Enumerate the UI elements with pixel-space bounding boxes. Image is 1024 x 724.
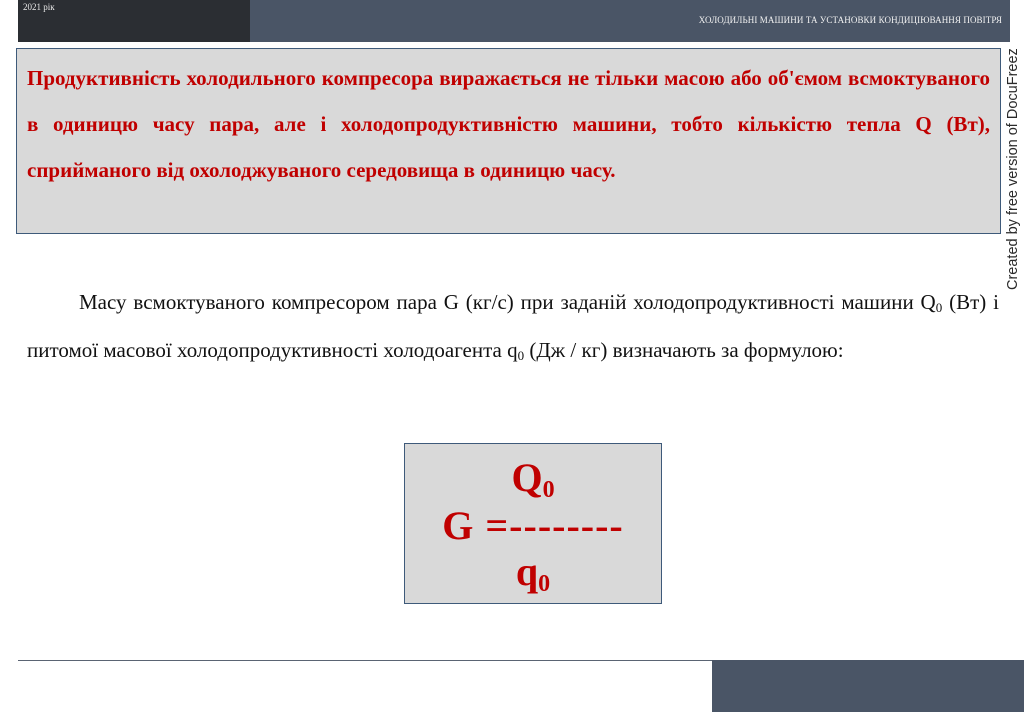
footer-divider — [18, 660, 712, 661]
paragraph-subscript-2: 0 — [517, 348, 525, 363]
formula-box — [404, 443, 662, 604]
formula-denominator-symbol: q — [515, 549, 539, 594]
footer-band — [712, 660, 1024, 712]
paragraph-subscript-1: 0 — [935, 300, 943, 315]
formula-numerator-symbol: Q — [511, 455, 543, 500]
formula-denominator-subscript: 0 — [538, 571, 551, 597]
formula-fraction-line: G =-------- — [442, 503, 624, 548]
highlight-text: Продуктивність холодильного компресора виражається не тільки масою або об'ємом всмоктуваного в одиницю часу пара, але і холодопродуктивністю машини, тобто кількістю тепла Q (Вт), сприйманого від охолоджуваного середовища в одиницю часу. — [27, 66, 990, 182]
header-year: 2021 рік — [23, 2, 55, 12]
body-paragraph — [27, 278, 999, 374]
watermark-text: Created by free version of DocuFreez — [1005, 48, 1021, 290]
header-left-block — [18, 0, 250, 42]
formula-numerator — [405, 455, 661, 503]
paragraph-part-3: (Дж / кг) визначають за формулою: — [524, 338, 844, 362]
watermark — [1000, 0, 1022, 292]
paragraph-part-2: (Вт) і питомої масової холодопродуктивності холодоагента q — [27, 290, 999, 362]
header-title: ХОЛОДИЛЬНІ МАШИНИ ТА УСТАНОВКИ КОНДИЦІЮВАННЯ ПОВІТРЯ — [698, 15, 1002, 25]
header-band — [250, 0, 1010, 42]
formula-numerator-subscript: 0 — [542, 477, 555, 503]
formula-denominator — [405, 549, 661, 597]
paragraph-part-1: Масу всмоктуваного компресором пара G (кг/с) при заданій холодопродуктивності машини Q — [79, 290, 936, 314]
highlight-box — [16, 48, 1001, 234]
